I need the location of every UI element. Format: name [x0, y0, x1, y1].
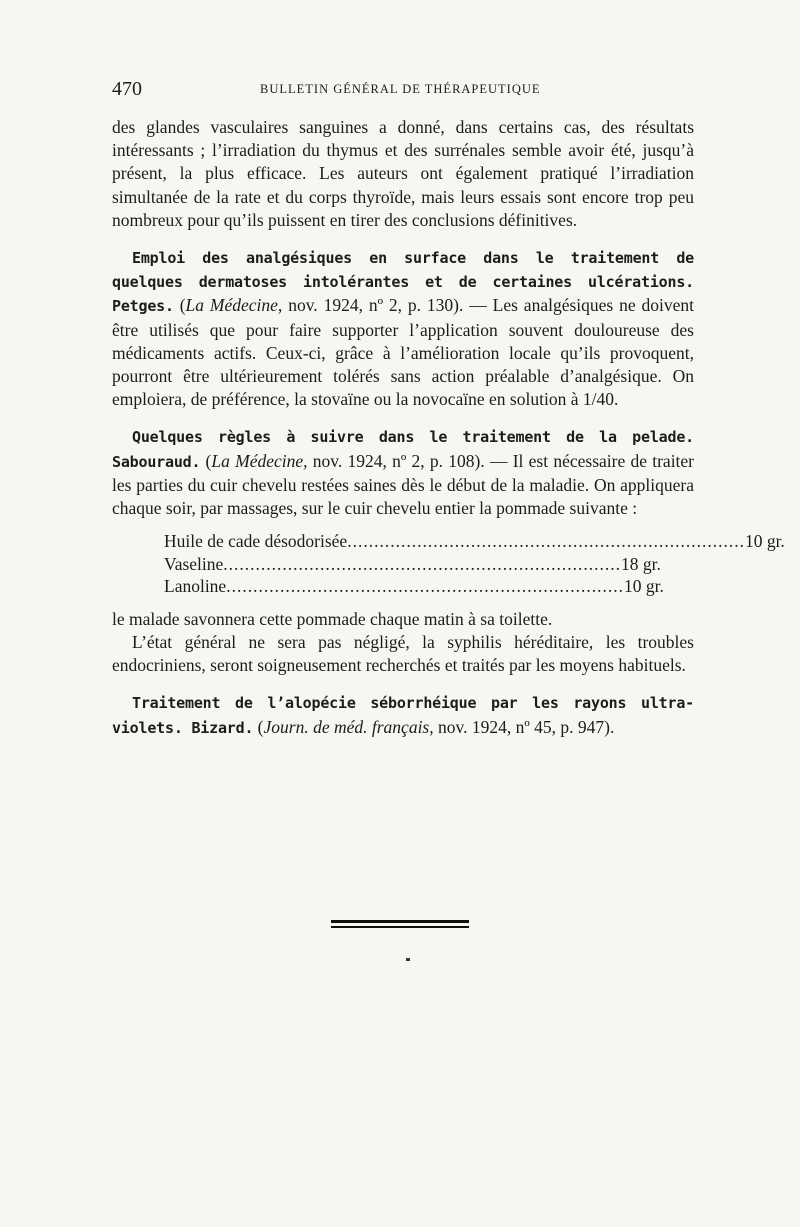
closing-rule-thick: [331, 920, 469, 923]
abstract-text: Les analgésiques ne doivent être utilisés que pour faire supporter l’application souvent douloureuse des médicaments actifs. Ceux-ci, grâce à l’amélioration locale qu’ils provoquent, pourront être ultérieurement tolérés sans action préalable d’analgésique. On emploiera, de préférence, la stovaïne ou la novocaïne en solution à 1/40.: [112, 295, 695, 410]
citation-details: nov. 1924, nº 2, p. 108). —: [307, 450, 513, 471]
journal-name: La Médecine,: [185, 295, 283, 316]
ingredient-quantity: 18 gr.: [621, 553, 661, 574]
recipe-row: [164, 530, 785, 553]
abstract-heading: Emploi des analgésiques en surface dans le traitement de quelques dermatoses intolérantes et de certaines ulcérations. Petges.: [112, 249, 694, 316]
leader-dots: ..........................................................................: [347, 531, 745, 552]
ink-mark: [406, 958, 410, 961]
ingredient-quantity: 10 gr.: [744, 531, 785, 552]
general-state-paragraph: L’état général ne sera pas négligé, la syphilis héréditaire, les troubles endocriniens, seront soigneusement recherchés et traités par les moyens habituels.: [112, 631, 694, 676]
leader-dots: ..........................................................................: [223, 553, 622, 574]
abstract-analgesiques: Emploi des analgésiques en surface dans le traitement de quelques dermatoses intolérantes et de certaines ulcérations. Petges. (La Médecine, nov. 1924, nº 2, p. 130). — Les analgésiques ne doivent être utilisés que pour faire supporter l’application souvent douloureuse des médicaments actifs. Ceux-ci, grâce à l’amélioration locale qu’ils provoquent, pourront être ultérieurement tolérés sans action préalable d’analgésique. On emploiera, de préférence, la stovaïne ou la novocaïne en solution à 1/40.: [112, 249, 695, 410]
recipe-row: [164, 553, 661, 576]
abstract-heading: Traitement de l’alopécie séborrhéique par les rayons ultra-violets. Bizard.: [112, 694, 694, 737]
page-number: 470: [112, 78, 142, 100]
ingredient-name: Lanoline: [164, 576, 227, 597]
page-header: [112, 78, 690, 102]
continuation-paragraph: des glandes vasculaires sanguines a donné, dans certains cas, des résultats intéressants ; l’irradiation du thymus et des surrénales semble avoir été, jusqu’à présent, la plus efficace. Les auteurs ont également pratiqué l’irradiation simultanée de la rate et du corps thyroïde, mais leurs essais sont encore trop peu nombreux pour qu’ils puissent en tirer des conclusions définitives.: [112, 117, 694, 230]
ingredient-name: Huile de cade désodorisée: [164, 531, 348, 552]
ingredient-quantity: 10 gr.: [623, 576, 664, 597]
journal-name: Journ. de méd. français,: [263, 716, 434, 737]
running-title: BULLETIN GÉNÉRAL DE THÉRAPEUTIQUE: [260, 82, 541, 96]
abstract-text: Il est nécessaire de traiter les parties du cuir chevelu restées saines dès le début de la maladie. On appliquera chaque soir, par massages, sur le cuir chevelu entier la pommade suivante :: [112, 450, 695, 519]
citation-details: nov. 1924, nº 2, p. 130). —: [282, 295, 493, 316]
journal-name: La Médecine,: [211, 450, 308, 471]
leader-dots: ..........................................................................: [226, 576, 624, 597]
abstract-alopecie: Traitement de l’alopécie séborrhéique par les rayons ultra-violets. Bizard. (Journ. de méd. français, nov. 1924, nº 45, p. 947).: [112, 694, 694, 737]
recipe-table: [164, 530, 785, 598]
citation-details: nov. 1924, nº 45, p. 947).: [433, 716, 615, 737]
abstract-pelade: Quelques règles à suivre dans le traitement de la pelade. Sabouraud. (La Médecine, nov. 1924, nº 2, p. 108). — Il est nécessaire de traiter les parties du cuir chevelu restées saines dès le début de la maladie. On appliquera chaque soir, par massages, sur le cuir chevelu entier la pommade suivante :: [112, 428, 695, 519]
closing-rule-thin: [331, 926, 469, 928]
page-body: [112, 116, 785, 740]
recipe-followup: le malade savonnera cette pommade chaque matin à sa toilette.: [112, 608, 553, 629]
ingredient-name: Vaseline: [164, 553, 224, 574]
recipe-row: [164, 575, 664, 598]
abstract-heading: Quelques règles à suivre dans le traitement de la pelade. Sabouraud.: [112, 428, 694, 471]
